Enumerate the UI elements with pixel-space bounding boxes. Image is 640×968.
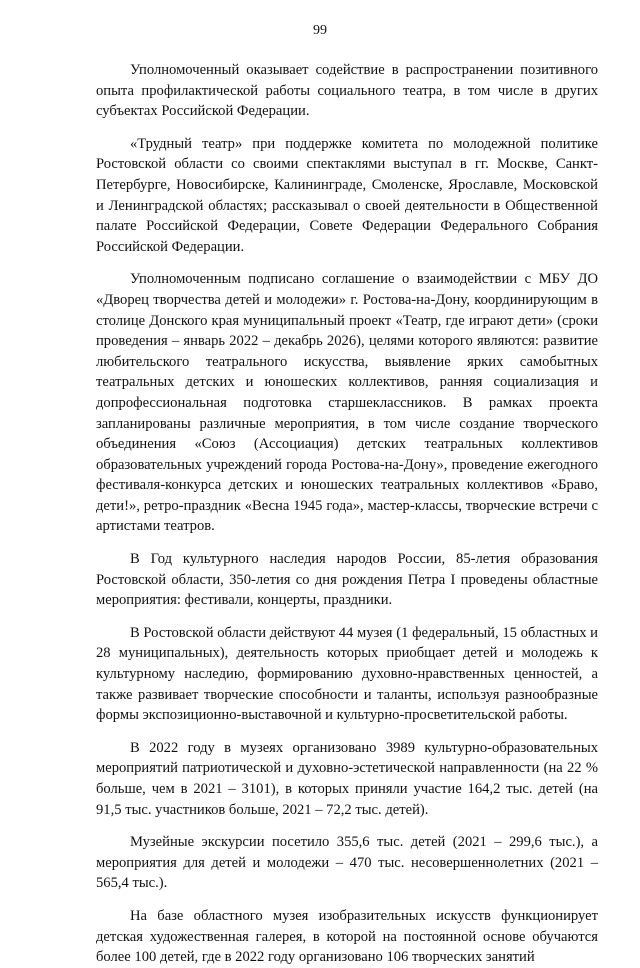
paragraph-museum-excursions: Музейные экскурсии посетило 355,6 тыс. детей (2021 – 299,6 тыс.), а мероприятия для детей и молодежи – 470 тыс. несовершеннолетних (2021 – 565,4 тыс.). bbox=[96, 834, 598, 892]
paragraph-theatre-experience: Уполномоченный оказывает содействие в распространении позитивного опыта профилактической работы социального театра, в том числе в других субъектах Российской Федерации. bbox=[96, 62, 598, 120]
paragraph-cultural-heritage-year: В Год культурного наследия народов России, 85-летия образования Ростовской области, 350-летия со дня рождения Петра I проведены областные мероприятия: фестивали, концерты, праздники. bbox=[96, 551, 598, 609]
paragraph-museum-events-2022: В 2022 году в музеях организовано 3989 культурно-образовательных мероприятий патриотической и духовно-эстетической направленности (на 22 % больше, чем в 2021 – 3101), в которых приняли участие 164,2 тыс. детей (на 91,5 тыс. участников больше, 2021 – 72,2 тыс. детей). bbox=[96, 739, 598, 818]
page-number: 99 bbox=[313, 23, 327, 38]
paragraph-difficult-theatre: «Трудный театр» при поддержке комитета по молодежной политике Ростовской области со своими спектаклями выступал в гг. Москве, Санкт-Петербурге, Новосибирске, Калининграде, Смоленске, Ярославле, Московской и Ленинградской областях; рассказывал о своей деятельности в Общественной палате Российской Федерации, Совете Федерации Федерального Собрания Российской Федерации. bbox=[96, 135, 598, 255]
paragraph-museums: В Ростовской области действуют 44 музея (1 федеральный, 15 областных и 28 муниципальных), деятельность которых приобщает детей и молодежь к культурному наследию, формированию духовно-нравственных ценностей, а также развивает творческие способности и таланты, используя разнообразные формы экспозиционно-выставочной и культурно-просветительской работы. bbox=[96, 624, 598, 724]
document-body bbox=[96, 60, 598, 968]
paragraph-children-gallery: На базе областного музея изобразительных искусств функционирует детская художественная галерея, в которой на постоянной основе обучаются более 100 детей, где в 2022 году организовано 106 творческих занятий bbox=[96, 907, 598, 966]
paragraph-agreement: Уполномоченным подписано соглашение о взаимодействии с МБУ ДО «Дворец творчества детей и молодежи» г. Ростова-на-Дону, координирующим в столице Донского края муниципальный проект «Театр, где играют дети» (сроки проведения – январь 2022 – декабрь 2026), целями которого являются: развитие любительского театрального искусства, выявление ярких самобытных театральных детских и юношеских коллективов, ранняя социализация и допрофессиональная подготовка старшеклассников. В рамках проекта запланированы различные мероприятия, в том числе создание творческого объединения «Союз (Ассоциация) детских театральных коллективов образовательных учреждений города Ростова-на-Дону», проведение ежегодного фестиваля-конкурса детских и юношеских театральных коллективов «Браво, дети!», ретро-праздник «Весна 1945 года», мастер-классы, творческие встречи с артистами театров. bbox=[96, 271, 598, 535]
